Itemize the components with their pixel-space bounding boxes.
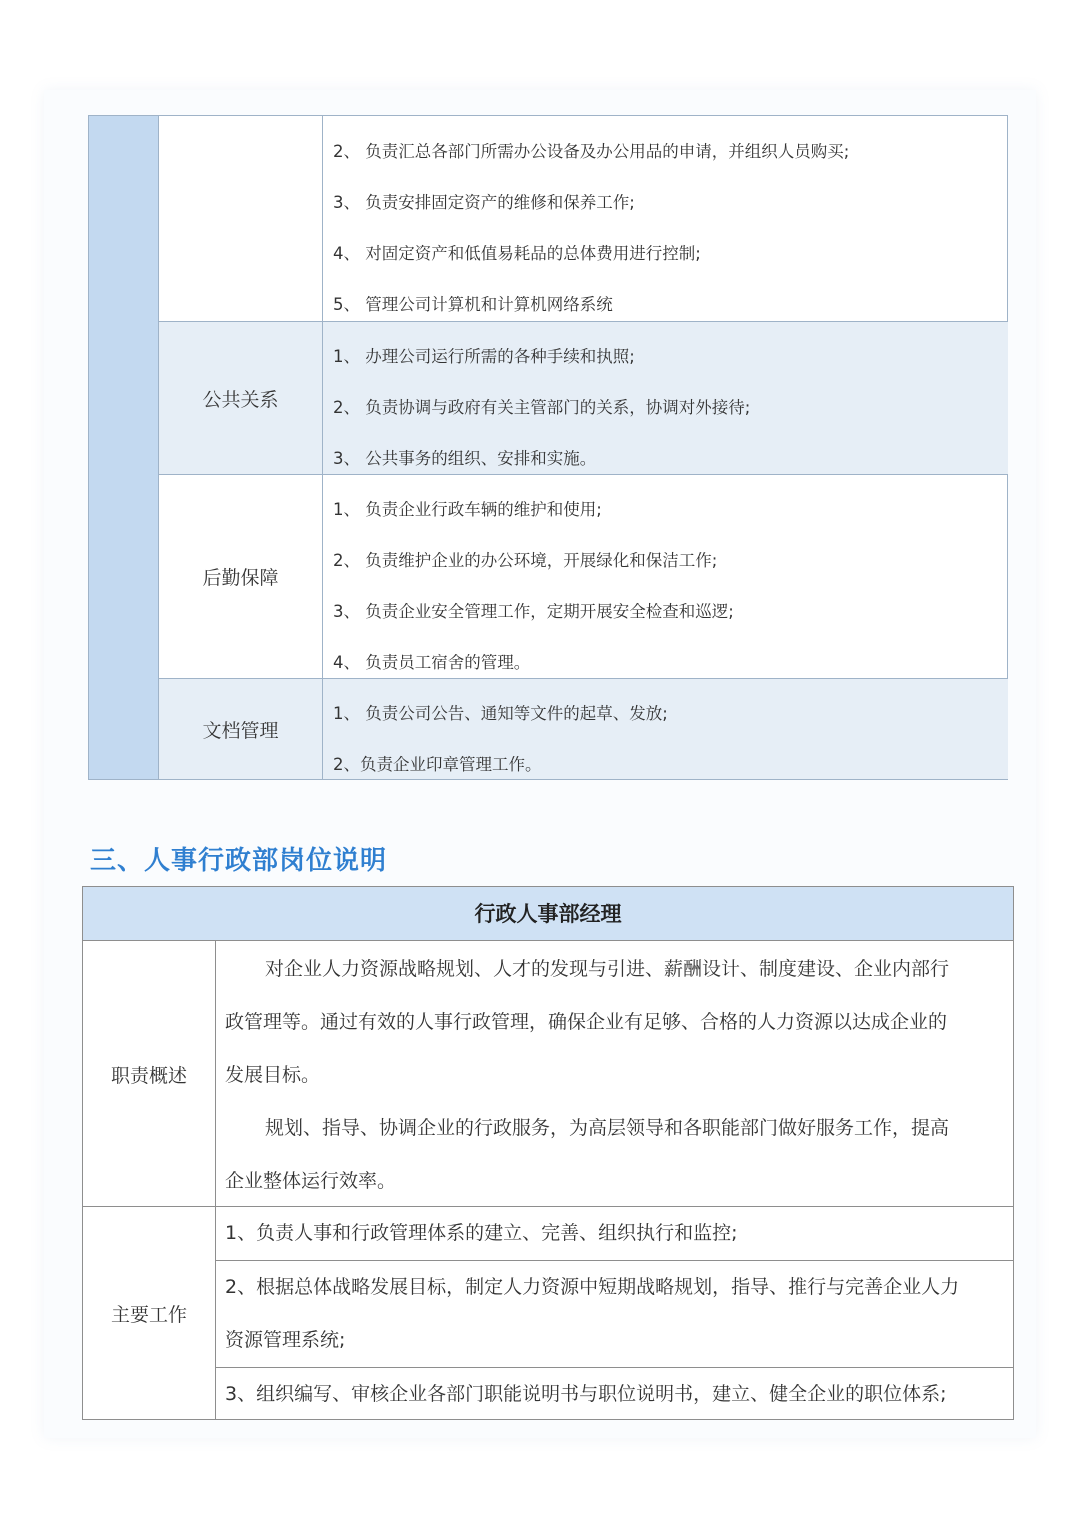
duty-item: 2、 负责汇总各部门所需办公设备及办公用品的申请，并组织人员购买; (333, 142, 850, 161)
function-label (159, 116, 323, 321)
work-item (216, 1261, 1013, 1367)
duty-item: 2、 负责维护企业的办公环境，开展绿化和保洁工作; (333, 551, 718, 570)
function-group-documents (159, 678, 1008, 779)
work-item-line: 2、根据总体战略发展目标，制定人力资源中短期战略规划，指导、推行与完善企业人力 (225, 1276, 960, 1298)
work-item-line: 资源管理系统; (225, 1329, 346, 1351)
function-label: 后勤保障 (159, 475, 323, 678)
department-function-table (88, 115, 1008, 780)
main-work-label: 主要工作 (83, 1207, 216, 1420)
duty-paragraph-line: 发展目标。 (225, 1064, 321, 1086)
position-title: 行政人事部经理 (83, 887, 1013, 941)
function-group-logistics (159, 474, 1008, 678)
duty-item: 2、负责企业印章管理工作。 (333, 755, 542, 774)
duty-item: 3、 负责企业安全管理工作，定期开展安全检查和巡逻; (333, 602, 734, 621)
work-item-line: 1、负责人事和行政管理体系的建立、完善、组织执行和监控; (225, 1222, 738, 1244)
work-item (216, 1207, 1013, 1260)
duty-item: 4、 对固定资产和低值易耗品的总体费用进行控制; (333, 244, 701, 263)
department-column (89, 116, 159, 779)
duty-paragraph-line: 政管理等。通过有效的人事行政管理，确保企业有足够、合格的人力资源以达成企业的 (225, 1011, 948, 1033)
function-group-office-equipment (159, 116, 1008, 321)
duty-paragraph-line: 企业整体运行效率。 (225, 1170, 397, 1192)
duty-overview-cell (216, 943, 1013, 1207)
function-group-public-relations (159, 321, 1008, 474)
work-item (216, 1368, 1013, 1420)
duty-item: 1、 办理公司运行所需的各种手续和执照; (333, 347, 635, 366)
work-item-line: 3、组织编写、审核企业各部门职能说明书与职位说明书，建立、健全企业的职位体系; (225, 1383, 947, 1405)
section-title: 三、人事行政部岗位说明 (90, 846, 388, 876)
function-label: 公共关系 (159, 322, 323, 474)
duty-paragraph-line: 规划、指导、协调企业的行政服务，为高层领导和各职能部门做好服务工作，提高 (265, 1117, 950, 1139)
duty-overview-label: 职责概述 (83, 941, 216, 1207)
duty-item: 5、 管理公司计算机和计算机网络系统 (333, 295, 613, 314)
duty-item: 3、 负责安排固定资产的维修和保养工作; (333, 193, 635, 212)
duty-item: 1、 负责企业行政车辆的维护和使用; (333, 500, 602, 519)
duty-paragraph-line: 对企业人力资源战略规划、人才的发现与引进、薪酬设计、制度建设、企业内部行 (265, 958, 950, 980)
function-label: 文档管理 (159, 679, 323, 779)
duty-item: 4、 负责员工宿舍的管理。 (333, 653, 531, 672)
duty-item: 2、 负责协调与政府有关主管部门的关系，协调对外接待; (333, 398, 751, 417)
duty-item: 1、 负责公司公告、通知等文件的起草、发放; (333, 704, 668, 723)
duty-item: 3、 公共事务的组织、安排和实施。 (333, 449, 597, 468)
position-description-table (82, 886, 1014, 1420)
